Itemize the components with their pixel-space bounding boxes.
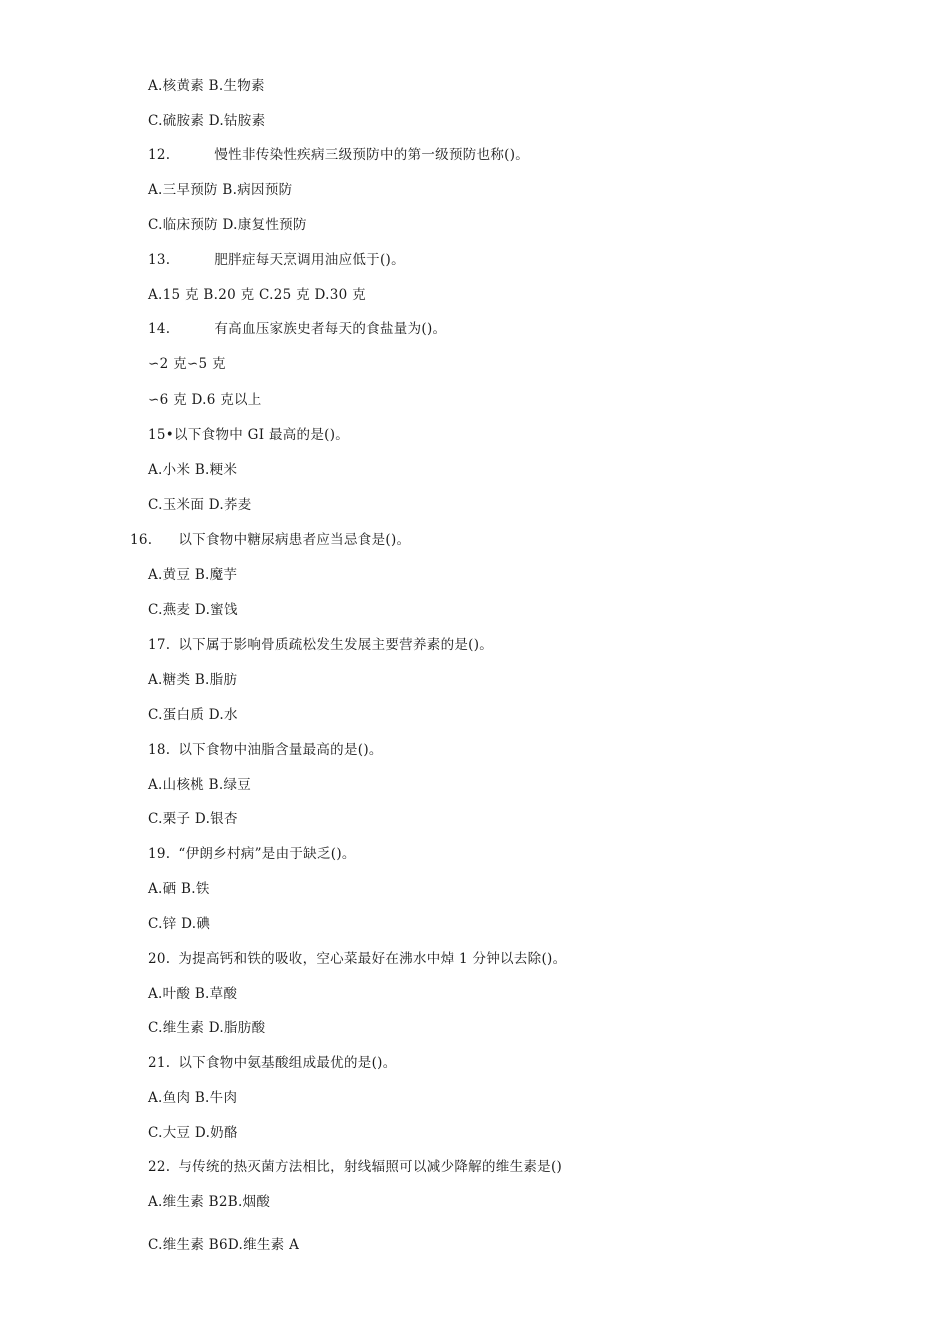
question-number: 12. — [148, 147, 171, 163]
question-text: 与传统的热灭菌方法相比，射线辐照可以减少降解的维生素是() — [178, 1159, 563, 1175]
option-line: A.鱼肉 B.牛肉 — [148, 1090, 238, 1106]
question-text: “伊朗乡村病”是由于缺乏()。 — [178, 846, 356, 862]
option-line: A.糖类 B.脂肪 — [148, 672, 238, 688]
question-number: 22. — [148, 1159, 171, 1175]
question-text: 慢性非传染性疾病三级预防中的第一级预防也称()。 — [214, 147, 530, 163]
question-text: 以下食物中氨基酸组成最优的是()。 — [178, 1055, 397, 1071]
question-number: 16. — [130, 532, 153, 548]
option-line: C.栗子 D.银杏 — [148, 811, 238, 827]
option-line: C.维生素 D.脂肪酸 — [148, 1020, 266, 1036]
question-21 — [148, 1054, 397, 1072]
question-text: 15•以下食物中 GI 最高的是()。 — [148, 427, 350, 443]
question-19 — [148, 845, 356, 863]
option-line: C.硫胺素 D.钴胺素 — [148, 113, 266, 129]
question-text: 以下食物中糖尿病患者应当忌食是()。 — [178, 532, 411, 548]
option-line: C.燕麦 D.蜜饯 — [148, 602, 238, 618]
option-line: A.15 克 B.20 克 C.25 克 D.30 克 — [148, 287, 366, 303]
question-text: 以下属于影响骨质疏松发生发展主要营养素的是()。 — [178, 637, 494, 653]
question-17 — [148, 636, 493, 654]
question-12 — [148, 146, 529, 164]
option-line: C.维生素 B6D.维生素 A — [148, 1237, 300, 1253]
question-number: 21. — [148, 1055, 171, 1071]
question-text: 肥胖症每天烹调用油应低于()。 — [214, 252, 405, 268]
question-number: 18. — [148, 742, 171, 758]
question-20 — [148, 950, 566, 968]
question-text: 为提高钙和铁的吸收，空心菜最好在沸水中焯 1 分钟以去除()。 — [178, 951, 567, 967]
option-line: C.玉米面 D.荞麦 — [148, 497, 252, 513]
option-line: A.叶酸 B.草酸 — [148, 986, 238, 1002]
question-text: 以下食物中油脂含量最高的是()。 — [178, 742, 383, 758]
question-number: 17. — [148, 637, 171, 653]
option-line: C.蛋白质 D.水 — [148, 707, 238, 723]
option-line: ∽6 克 D.6 克以上 — [148, 392, 262, 408]
question-13 — [148, 251, 405, 269]
question-number: 19. — [148, 846, 171, 862]
option-line: C.大豆 D.奶酪 — [148, 1125, 238, 1141]
option-line: C.锌 D.碘 — [148, 916, 211, 932]
question-16 — [130, 531, 410, 549]
question-number: 13. — [148, 252, 171, 268]
option-line: A.黄豆 B.魔芋 — [148, 567, 238, 583]
option-line: A.三早预防 B.病因预防 — [148, 182, 293, 198]
question-15 — [148, 426, 349, 444]
option-line: ∽2 克∽5 克 — [148, 356, 226, 372]
question-text: 有高血压家族史者每天的食盐量为()。 — [214, 321, 447, 337]
option-line: A.小米 B.粳米 — [148, 462, 238, 478]
option-line: C.临床预防 D.康复性预防 — [148, 217, 307, 233]
option-line: A.核黄素 B.生物素 — [148, 78, 265, 94]
option-line: A.维生素 B2B.烟酸 — [148, 1194, 271, 1210]
question-22 — [148, 1158, 562, 1176]
question-number: 20. — [148, 951, 171, 967]
question-18 — [148, 741, 383, 759]
option-line: A.硒 B.铁 — [148, 881, 210, 897]
option-line: A.山核桃 B.绿豆 — [148, 777, 252, 793]
question-14 — [148, 320, 446, 338]
question-number: 14. — [148, 321, 171, 337]
